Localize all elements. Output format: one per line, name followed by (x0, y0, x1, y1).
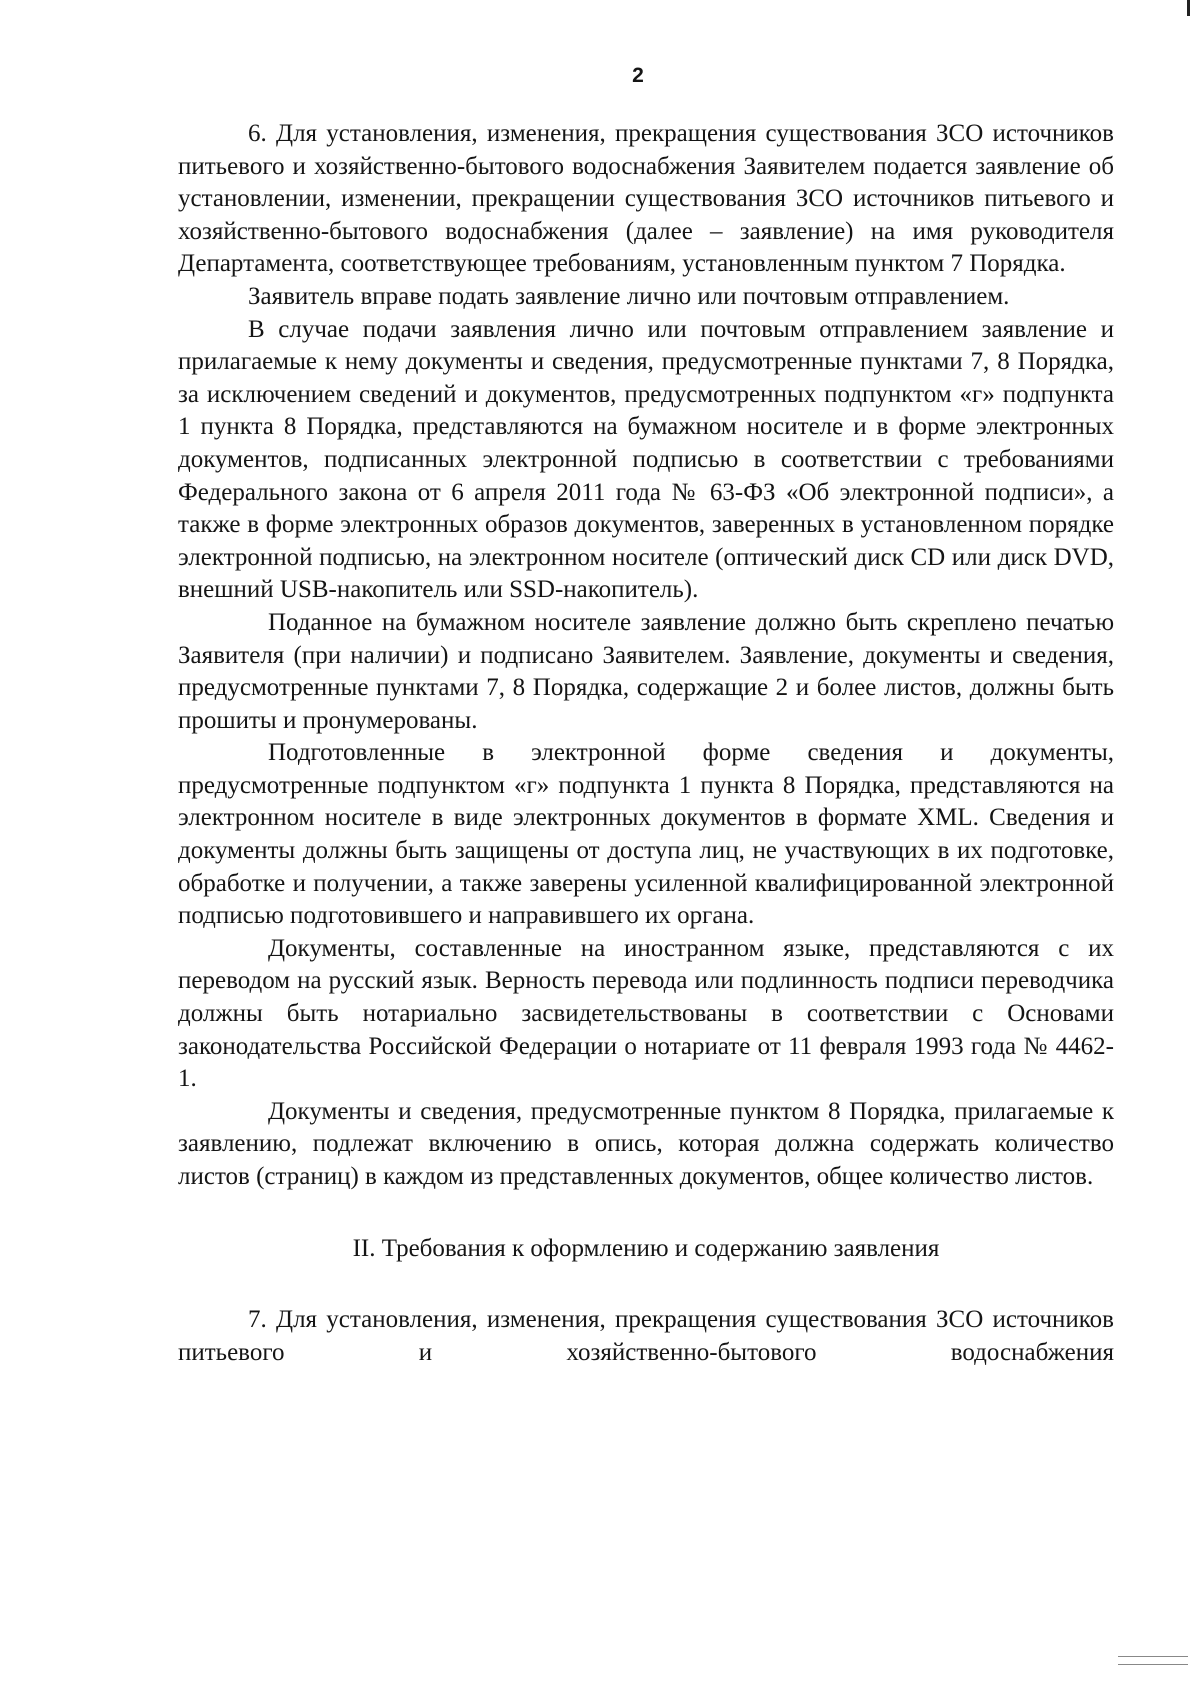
document-body (178, 118, 1114, 1369)
paragraph-paper-requirements: Поданное на бумажном носителе заявление должно быть скреплено печатью Заявителя (при наличии) и подписано Заявителем. Заявление, документы и сведения, предусмотренные пунктами 7, 8 Порядка, содержащие 2 и более листов, должны быть прошиты и пронумерованы. (178, 608, 1114, 734)
scan-artifact-line (1118, 1664, 1188, 1665)
scan-artifact-line (1118, 1656, 1188, 1657)
section-heading: II. Требования к оформлению и содержанию заявления (352, 1234, 940, 1262)
paragraph-7: 7. Для установления, изменения, прекращения существования ЗСО источников питьевого и хозяйственно-бытового водоснабжения (178, 1306, 1114, 1366)
paragraph-submission-method: Заявитель вправе подать заявление лично или почтовым отправлением. (248, 282, 1010, 310)
page-number: 2 (632, 64, 644, 87)
paragraph-inventory: Документы и сведения, предусмотренные пунктом 8 Порядка, прилагаемые к заявлению, подлежат включению в опись, которая должна содержать количество листов (страниц) в каждом из представленных документов, общее количество листов. (178, 1097, 1114, 1190)
paragraph-submission-format: В случае подачи заявления лично или почтовым отправлением заявление и прилагаемые к нему документы и сведения, предусмотренные пунктами 7, 8 Порядка, за исключением сведений и документов, предусмотренных подпунктом «г» подпункта 1 пункта 8 Порядка, представляются на бумажном носителе и в форме электронных документов, подписанных электронной подписью в соответствии с требованиями Федерального закона от 6 апреля 2011 года № 63-ФЗ «Об электронной подписи», а также в форме электронных образов документов, заверенных в установленном порядке электронной подписью, на электронном носителе (оптический диск CD или диск DVD, внешний USB-накопитель или SSD-накопитель). (178, 315, 1114, 604)
paragraph-electronic-requirements: Подготовленные в электронной форме сведения и документы, предусмотренные подпунктом «г» подпункта 1 пункта 8 Порядка, представляются на электронном носителе в виде электронных документов в формате XML. Сведения и документы должны быть защищены от доступа лиц, не участвующих в их подготовке, обработке и получении, а также заверены усиленной квалифицированной электронной подписью подготовившего и направившего их органа. (178, 739, 1114, 930)
scan-artifact-mark (1187, 0, 1190, 16)
paragraph-foreign-language: Документы, составленные на иностранном языке, представляются с их переводом на русский язык. Верность перевода или подлинность подписи переводчика должны быть нотариально засвидетельствованы в соответствии с Основами законодательства Российской Федерации о нотариате от 11 февраля 1993 года № 4462-1. (178, 934, 1114, 1093)
paragraph-6: 6. Для установления, изменения, прекращения существования ЗСО источников питьевого и хозяйственно-бытового водоснабжения Заявителем подается заявление об установлении, изменении, прекращении существования ЗСО источников питьевого и хозяйственно-бытового водоснабжения (далее – заявление) на имя руководителя Департамента, соответствующее требованиям, установленным пунктом 7 Порядка. (178, 120, 1114, 278)
